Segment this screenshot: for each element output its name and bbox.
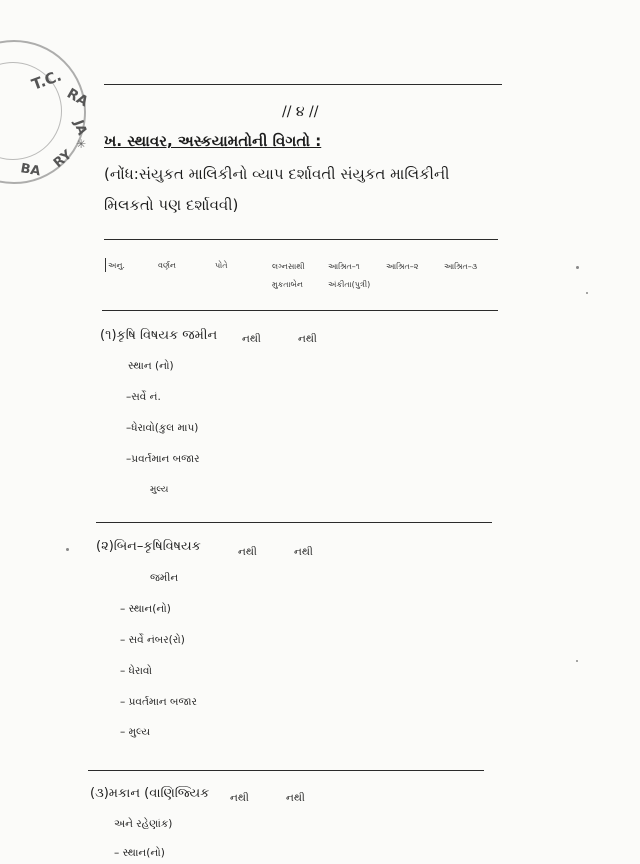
header-description: વર્ણન [158,261,176,270]
section1-item-value: મુલ્ય [150,485,169,495]
note-line-2: મિલકતો પણ દર્શાવવી) [104,196,239,214]
svg-text:JA: JA [70,118,90,138]
section2-spouse-value: નથી [294,546,313,558]
section3-item-type: અને રહેણાંક) [114,818,173,830]
header-serial: અનુ. [108,261,125,270]
section3-self-value: નથી [230,792,249,804]
svg-text:T.C.: T.C. [29,66,64,94]
scan-speck [586,292,588,294]
section1-self-value: નથી [242,333,261,345]
section2-item-value: – મુલ્ય [120,726,151,738]
note-line-1: (નોંધ:સંયુકત માલિકીનો વ્યાપ દર્શાવતી સંયુકત માલિકીની [104,165,450,183]
stamp-lettering [0,30,100,180]
header-self: પોતે [215,261,228,270]
section2-item-survey: – સર્વે નંબર(રો) [120,634,185,646]
section2-item-location: – સ્થાન(નો) [120,603,171,615]
section2-self-value: નથી [238,546,257,558]
section1-item-survey: –સર્વે નં. [126,391,161,403]
svg-text:RA: RA [64,85,91,111]
section1-spouse-value: નથી [298,333,317,345]
svg-text:BA: BA [19,161,42,180]
top-rule [104,84,502,85]
svg-text:RY: RY [50,147,75,172]
svg-text:✳: ✳ [76,137,87,151]
section3-spouse-value: નથી [286,792,305,804]
scan-speck [66,548,69,551]
table-top-rule [104,239,498,240]
section1-title: (૧)કૃષિ વિષયક જમીન [100,328,218,343]
table-header-rule [102,310,498,311]
header-dependent-1: આશ્રિત–૧ [328,262,360,271]
section2-rule [88,770,484,771]
header-dependent-2-name: અંકીતા(પુત્રી) [328,280,371,289]
section2-title: (૨)બિન–કૃષિવિષયક [96,539,201,554]
page-number: // ૪ // [282,104,319,120]
header-dependent-3: આશ્રિત–૩ [444,262,478,271]
scan-speck [576,660,578,662]
section3-item-location: – સ્થાન(નો) [114,847,165,859]
section1-item-location: સ્થાન (નો) [128,360,174,372]
section2-item-area: – ધેરાવો [120,665,153,677]
header-spouse-name: મુકતાબેન [272,280,303,289]
section2-item-market: – પ્રવર્તમાન બજાર [120,696,197,708]
section2-item-land: જમીન [150,572,179,584]
header-spouse: લગ્નસાથી [272,262,305,271]
scan-speck [576,266,579,269]
header-dependent-2: આશ્રિત–૨ [386,262,419,271]
section1-item-market: –પ્રવર્તમાન બજાર [126,453,200,465]
section3-title: (૩)મકાન (વાણિજ્યિક [90,786,210,801]
section1-rule [96,522,492,523]
section1-item-area: –ધેરાવો(કુલ માપ) [126,422,199,434]
section-heading: ખ. સ્થાવર, અસ્કયામતોની વિગતો : [104,132,322,150]
header-left-bar [105,258,106,272]
